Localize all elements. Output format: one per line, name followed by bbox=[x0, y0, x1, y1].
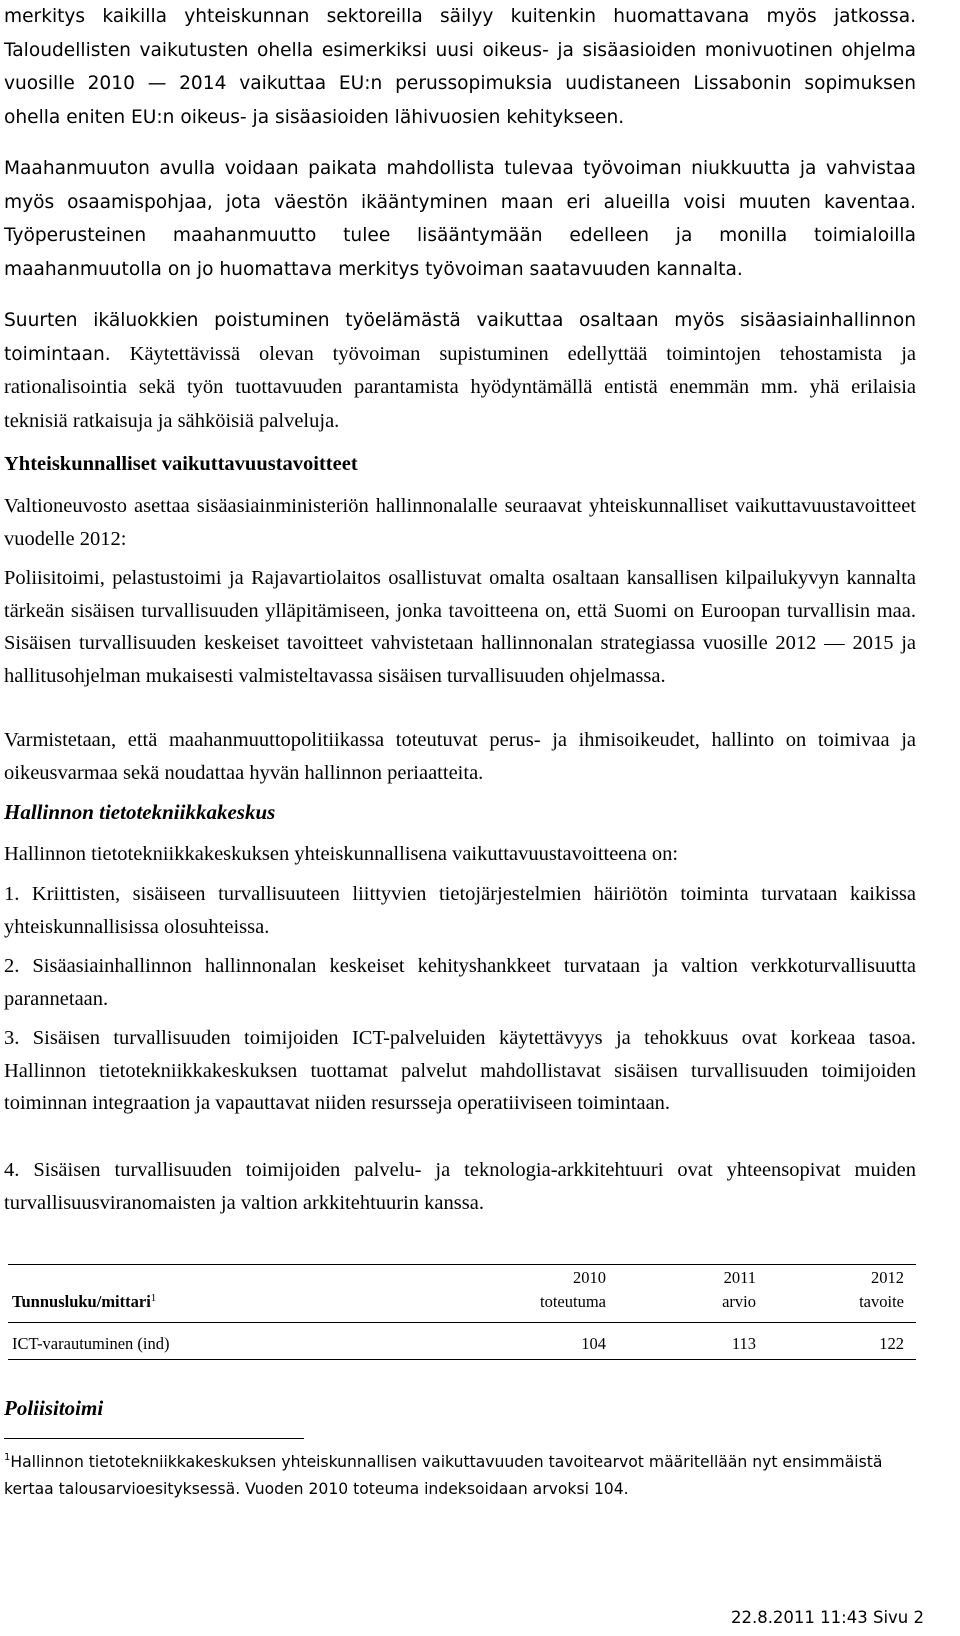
table-col-header-2010 bbox=[486, 1266, 606, 1314]
col-year: 2011 bbox=[723, 1268, 756, 1287]
section-heading: Yhteiskunnalliset vaikuttavuustavoitteet bbox=[4, 453, 358, 475]
col-year: 2010 bbox=[573, 1268, 606, 1287]
table-row-label: ICT-varautuminen (ind) bbox=[12, 1334, 170, 1353]
footnote-rule bbox=[4, 1438, 304, 1439]
paragraph-ikaluokat-serif: Käytettävissä olevan työvoiman supistuminen edellyttää toimintojen tehostamista ja rationalisointia sekä työn tuottavuuden parantamista hyödyntämällä entistä enemmän mm. yhä erilaisia teknisiä ratkaisuja ja sähköisiä palveluja. bbox=[4, 342, 916, 432]
table-cell: 113 bbox=[731, 1334, 756, 1353]
list-item: 2. Sisäasiainhallinnon hallinnonalan keskeiset kehityshankkeet turvataan ja valtion verkkoturvallisuutta parannetaan. bbox=[4, 955, 916, 1010]
list-item: 3. Sisäisen turvallisuuden toimijoiden ICT-palveluiden käytettävyys ja tehokkuus ovat korkeaa tasoa. Hallinnon tietotekniikkakeskuksen tuottamat palvelut mahdollistavat sisäisen turvallisuuden toimijoiden toiminnan integraation ja vapauttavat niiden resursseja operatiiviseen toimintaan. bbox=[4, 1027, 916, 1115]
col-sub: arvio bbox=[722, 1292, 756, 1311]
page-footer: 22.8.2011 11:43 Sivu 2 bbox=[730, 1608, 924, 1627]
col-year: 2012 bbox=[871, 1268, 904, 1287]
col-sub: tavoite bbox=[859, 1292, 904, 1311]
col-sub: toteutuma bbox=[540, 1292, 606, 1311]
paragraph-valtioneuvosto: Valtioneuvosto asettaa sisäasiainministeriön hallinnonalalle seuraavat yhteiskunnalliset vaikuttavuustavoitteet vuodelle 2012: bbox=[4, 495, 916, 550]
table-bottom-rule bbox=[8, 1359, 916, 1360]
table-header-rule bbox=[8, 1322, 916, 1323]
table-cell: 104 bbox=[581, 1334, 606, 1353]
poliisitoimi-heading: Poliisitoimi bbox=[4, 1396, 104, 1420]
paragraph-maahanmuuttopolitiikka: Varmistetaan, että maahanmuuttopolitiikassa toteutuvat perus- ja ihmisoikeudet, hallinto on toimivaa ja oikeusvarmaa sekä noudattaa hyvän hallinnon periaatteita. bbox=[4, 729, 916, 784]
table-top-rule bbox=[8, 1264, 916, 1265]
subsection-heading: Hallinnon tietotekniikkakeskus bbox=[4, 800, 276, 824]
paragraph-ikaluokat-sans: Suurten ikäluokkien poistuminen työelämästä vaikuttaa osaltaan myös sisäasiainhallinnon toimintaan. bbox=[4, 310, 916, 365]
table-label-header-text: Tunnusluku/mittari bbox=[12, 1292, 151, 1311]
table-label-header bbox=[12, 1292, 156, 1312]
paragraph-intro: merkitys kaikilla yhteiskunnan sektoreilla säilyy kuitenkin huomattavana myös jatkossa. Taloudellisten vaikutusten ohella esimerkiksi uusi oikeus- ja sisäasioiden monivuotinen ohjelma vuosille 2010 — 2014 vaikuttaa EU:n perussopimuksia uudistaneen Lissabonin sopimuksen ohella eniten EU:n oikeus- ja sisäasioiden lähivuosien kehitykseen. bbox=[4, 6, 916, 128]
list-item: 4. Sisäisen turvallisuuden toimijoiden palvelu- ja teknologia-arkkitehtuuri ovat yhteensopivat muiden turvallisuusviranomaisten ja valtion arkkitehtuurin kanssa. bbox=[4, 1159, 916, 1214]
table-col-header-2012 bbox=[784, 1266, 904, 1314]
table-col-header-2011 bbox=[636, 1266, 756, 1314]
footnote-mark: 1 bbox=[4, 1452, 11, 1463]
footnote-text: Hallinnon tietotekniikkakeskuksen yhteiskunnallisen vaikuttavuuden tavoitearvot määritellään nyt ensimmäistä kertaa talousarvioesityksessä. Vuoden 2010 toteuma indeksoidaan arvoksi 104. bbox=[4, 1453, 883, 1498]
paragraph-poliisitoimi: Poliisitoimi, pelastustoimi ja Rajavartiolaitos osallistuvat omalta osaltaan kansallisen kilpailukyvyn kannalta tärkeän sisäisen turvallisuuden ylläpitämiseen, jonka tavoitteena on, että Suomi on Euroopan turvallisin maa. Sisäisen turvallisuuden keskeiset tavoitteet vahvistetaan hallinnonalan strategiassa vuosille 2012 — 2015 ja hallitusohjelman mukaisesti valmisteltavassa sisäisen turvallisuuden ohjelmassa. bbox=[4, 567, 916, 687]
table-cell: 122 bbox=[879, 1334, 904, 1353]
footnote-ref: 1 bbox=[150, 1292, 157, 1304]
footnote bbox=[4, 1444, 904, 1503]
subsection-intro: Hallinnon tietotekniikkakeskuksen yhteiskunnallisena vaikuttavuustavoitteena on: bbox=[4, 843, 679, 865]
list-item: 1. Kriittisten, sisäiseen turvallisuuteen liittyvien tietojärjestelmien häiriötön toiminta turvataan kaikissa yhteiskunnallisissa olosuhteissa. bbox=[4, 883, 916, 938]
paragraph-ikaluokat bbox=[4, 304, 916, 438]
paragraph-maahanmuutto: Maahanmuuton avulla voidaan paikata mahdollista tulevaa työvoiman niukkuutta ja vahvistaa myös osaamispohjaa, jota väestön ikääntyminen maan eri alueilla voisi muuten kaventaa. Työperusteinen maahanmuutto tulee lisääntymään edelleen ja monilla toimialoilla maahanmuutolla on jo huomattava merkitys työvoiman saatavuuden kannalta. bbox=[4, 158, 916, 280]
